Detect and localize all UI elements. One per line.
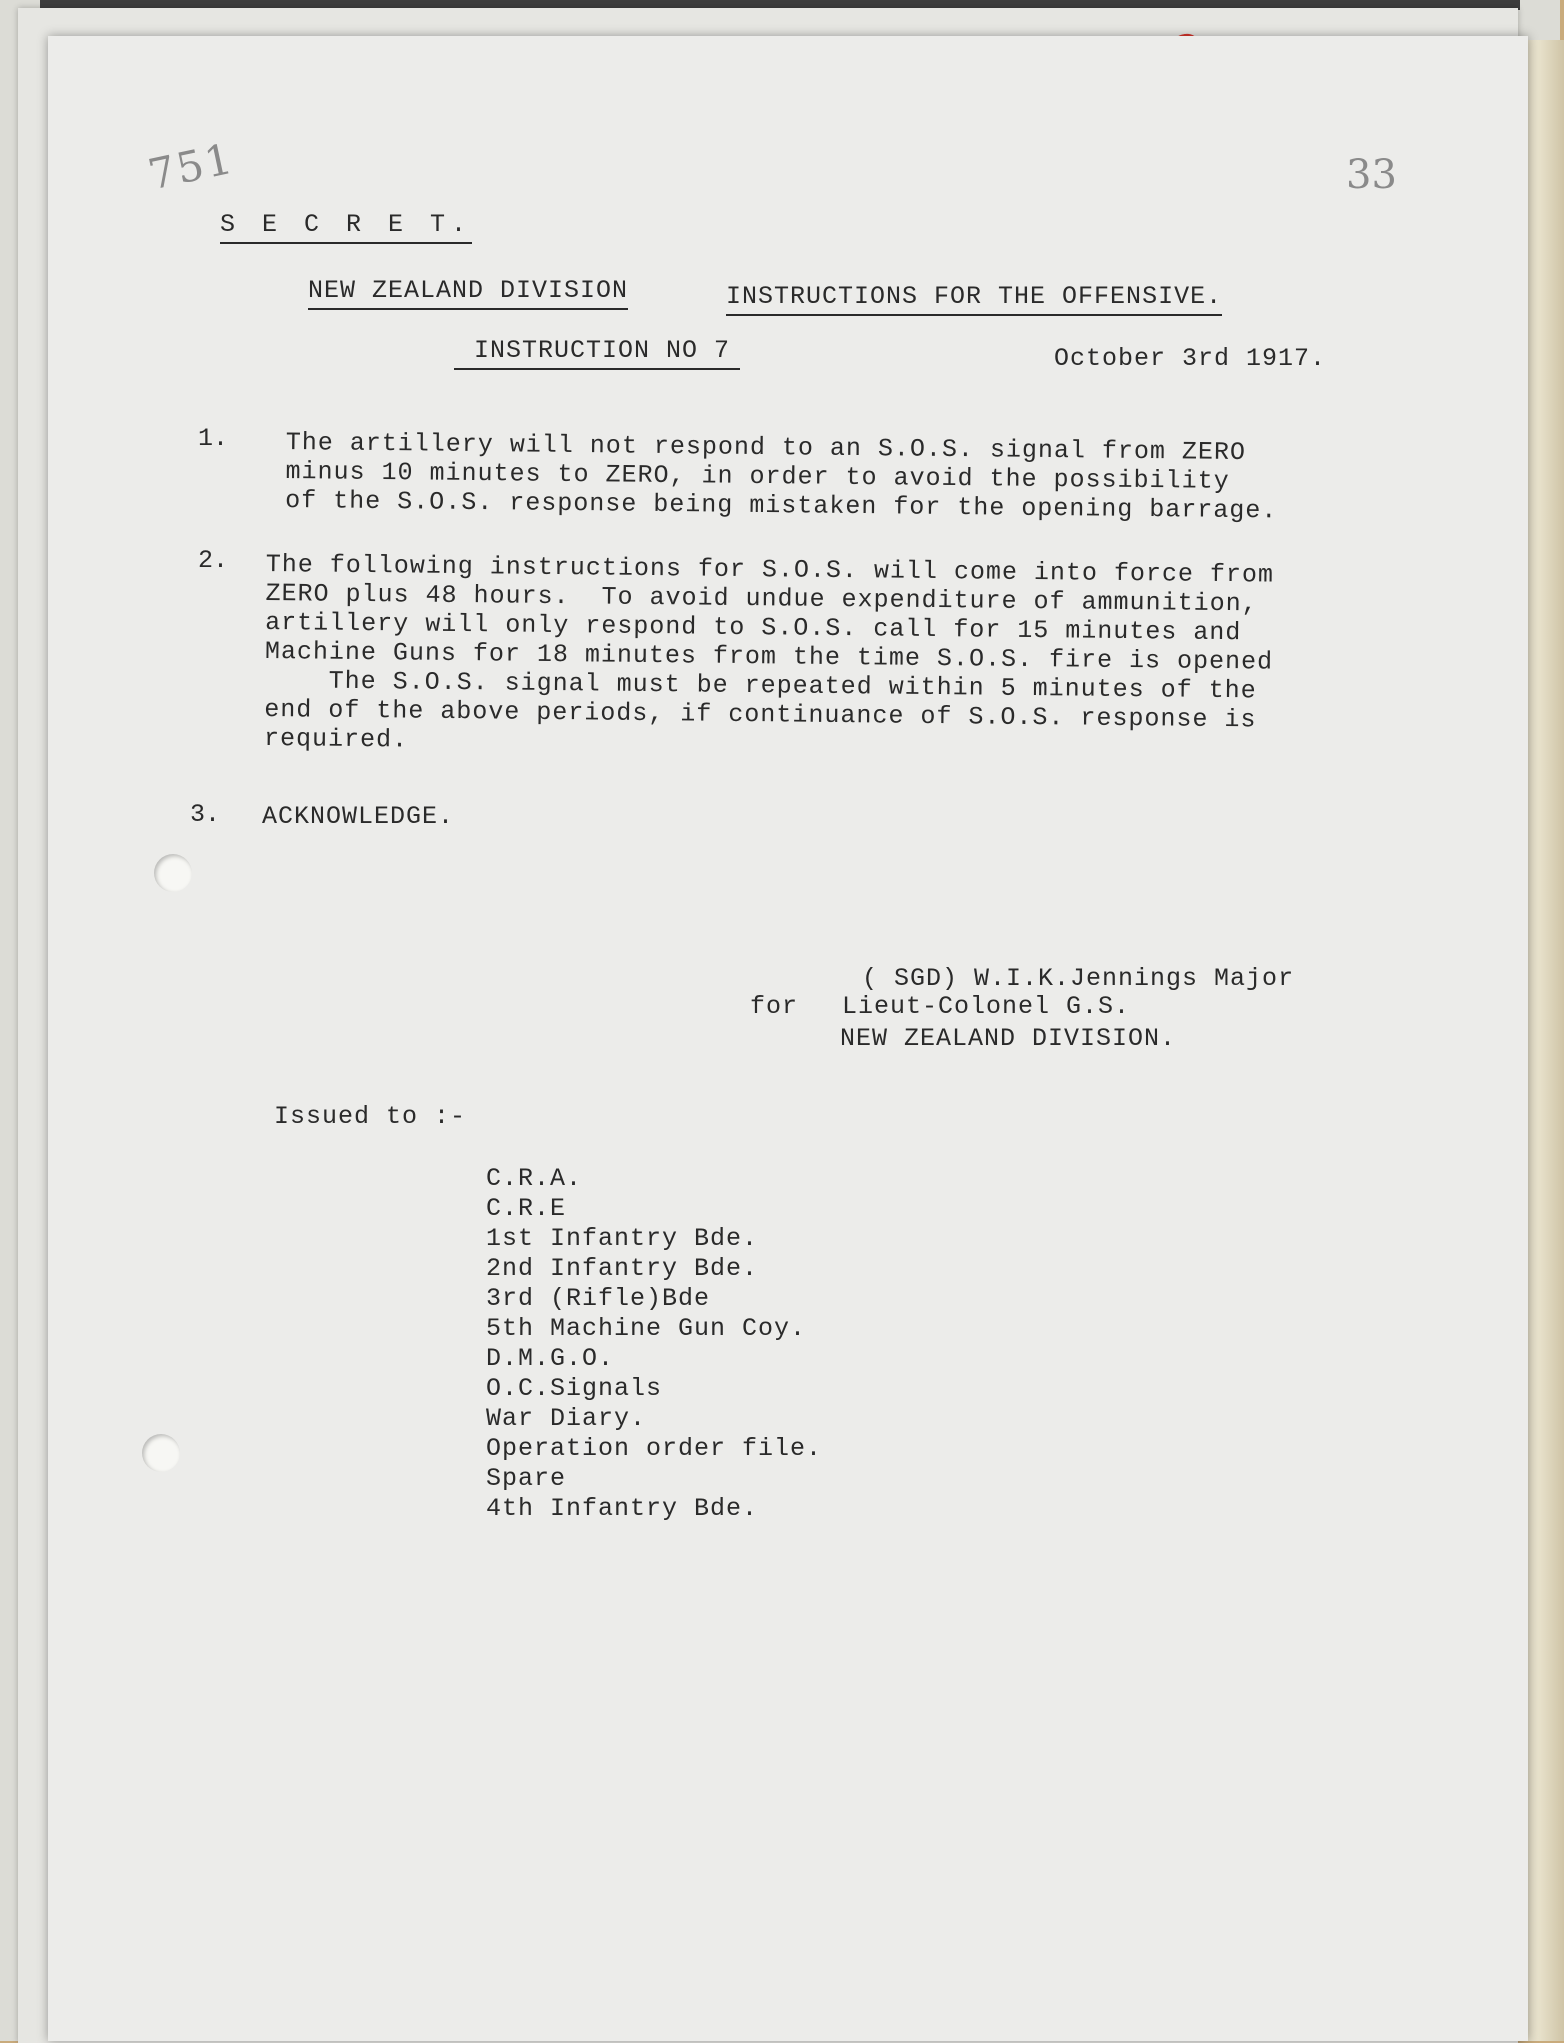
pencil-folio-number: 751 <box>143 133 239 200</box>
signature-for-label: for <box>750 992 799 1021</box>
issued-to-label: Issued to :- <box>274 1102 467 1131</box>
list-item: 3rd (Rifle)Bde <box>486 1284 711 1313</box>
paragraph-3-text: ACKNOWLEDGE. <box>262 802 455 831</box>
list-item: D.M.G.O. <box>486 1344 615 1373</box>
signature-rank: Lieut-Colonel G.S. <box>842 992 1131 1021</box>
paragraph-1-number: 1. <box>198 424 229 453</box>
document-date: October 3rd 1917. <box>1054 344 1327 373</box>
list-item: O.C.Signals <box>486 1374 663 1403</box>
list-item: C.R.E <box>486 1194 567 1223</box>
heading-title: INSTRUCTIONS FOR THE OFFENSIVE. <box>726 282 1222 316</box>
list-item: 2nd Infantry Bde. <box>486 1254 759 1283</box>
paragraph-2-text: The following instructions for S.O.S. will come into force from ZERO plus 48 hours. To avoid undue expenditure of ammunition, artillery will only respond to S.O.S. call for 15 minutes and Machine Guns for 18 minutes from the time S.O.S. fire is opened The S.O.S. signal must be repeated within 5 minutes of the end of the above periods, if continuance of S.O.S. response is required. <box>263 550 1275 755</box>
list-item: Operation order file. <box>486 1434 823 1463</box>
list-item: 1st Infantry Bde. <box>486 1224 759 1253</box>
paragraph-1-text: The artillery will not respond to an S.O.S. signal from ZERO minus 10 minutes to ZERO, in order to avoid the possibility of the S.O.S. response being mistaken for the opening barrage. <box>285 428 1278 526</box>
signature-line: ( SGD) W.I.K.Jennings Major <box>862 964 1295 993</box>
instruction-number: INSTRUCTION NO 7 <box>454 336 740 370</box>
punch-hole-bottom <box>142 1434 180 1472</box>
paragraph-3-number: 3. <box>190 800 221 829</box>
list-item: War Diary. <box>486 1404 647 1433</box>
paragraph-2-number: 2. <box>198 546 229 575</box>
distribution-list <box>486 1164 822 1524</box>
heading-division: NEW ZEALAND DIVISION <box>308 276 628 310</box>
classification-label: S E C R E T. <box>220 210 472 244</box>
punch-hole-top <box>154 854 192 892</box>
list-item: Spare <box>486 1464 567 1493</box>
list-item: 4th Infantry Bde. <box>486 1494 759 1523</box>
page-number: 33 <box>1346 152 1397 198</box>
signature-unit: NEW ZEALAND DIVISION. <box>840 1024 1177 1053</box>
list-item: 5th Machine Gun Coy. <box>486 1314 807 1343</box>
document-sheet <box>48 36 1528 2041</box>
list-item: C.R.A. <box>486 1164 583 1193</box>
